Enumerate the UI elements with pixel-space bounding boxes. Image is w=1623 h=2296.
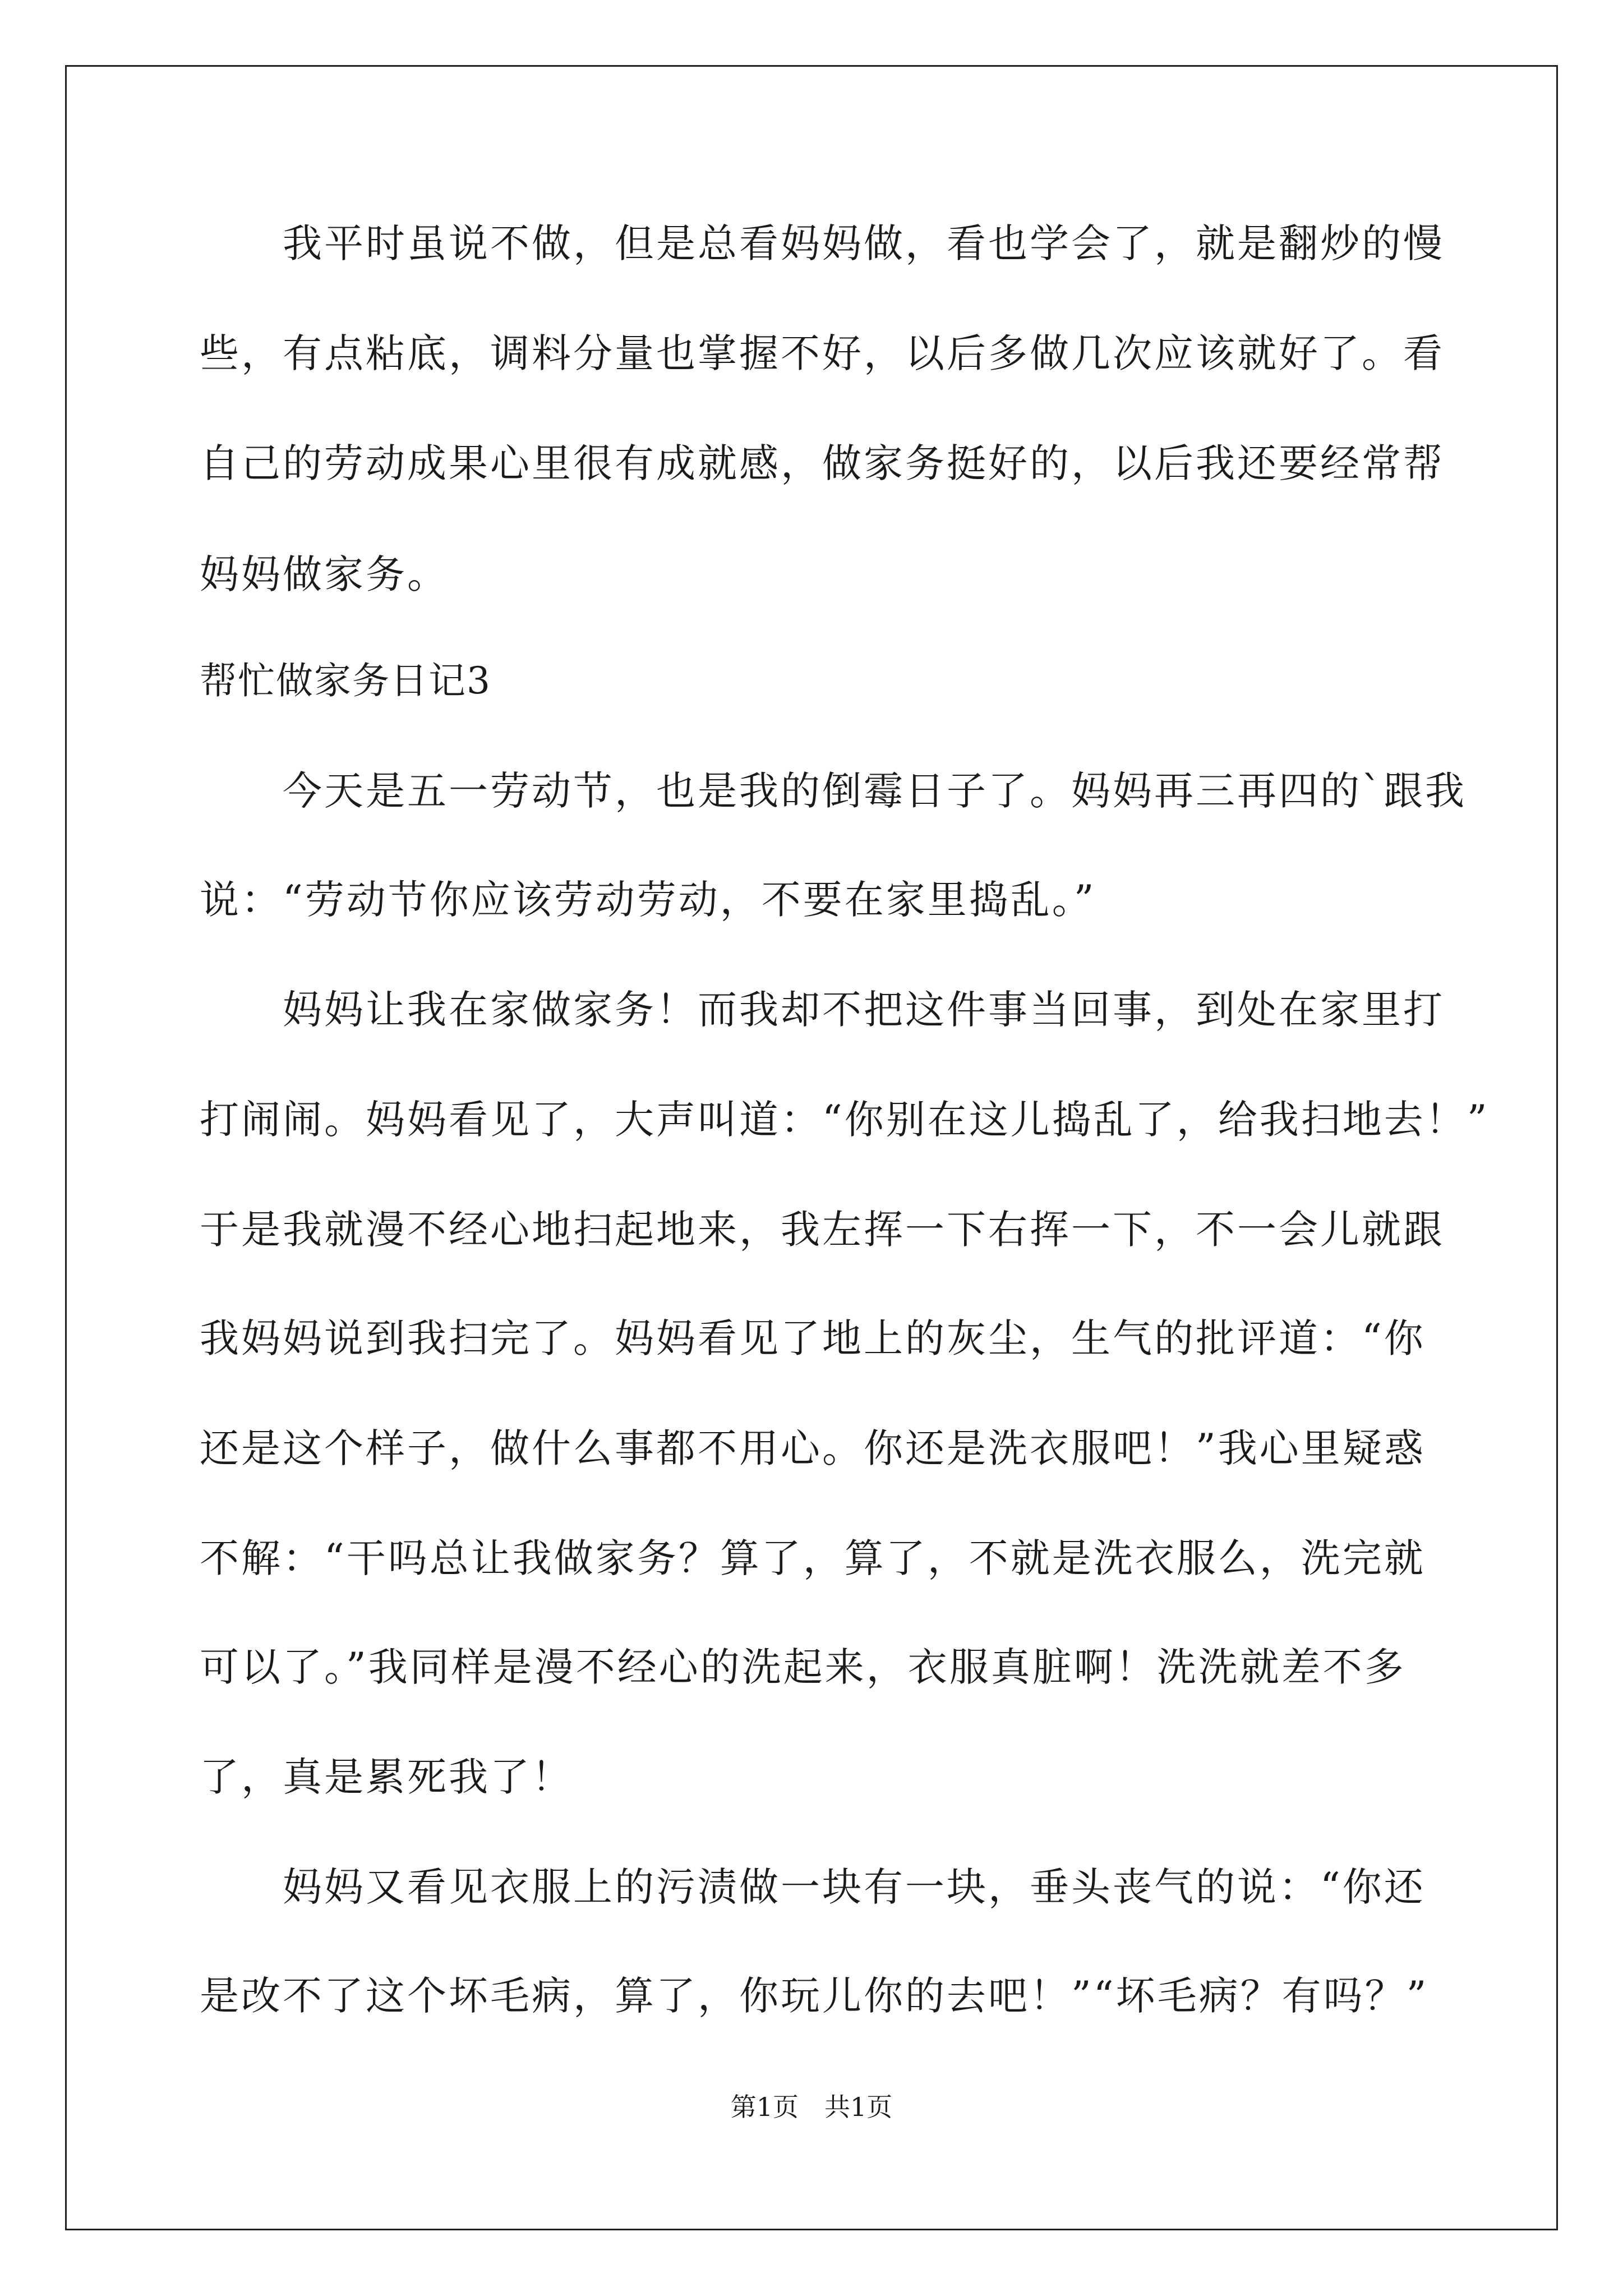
paragraph-line: 说：“劳动节你应该劳动劳动，不要在家里捣乱。”	[200, 877, 1096, 923]
paragraph-line: 我平时虽说不做，但是总看妈妈做，看也学会了，就是翻炒的慢	[283, 220, 1445, 266]
paragraph-line: 于是我就漫不经心地扫起地来，我左挥一下右挥一下，不一会儿就跟	[200, 1207, 1445, 1253]
paragraph-line: 些，有点粘底，调料分量也掌握不好，以后多做几次应该就好了。看	[200, 330, 1445, 376]
paragraph-line: 不解：“干吗总让我做家务？算了，算了，不就是洗衣服么，洗完就	[200, 1535, 1426, 1581]
paragraph-line: 今天是五一劳动节，也是我的倒霉日子了。妈妈再三再四的`跟我	[283, 768, 1467, 814]
paragraph-line: 可以了。”我同样是漫不经心的洗起来，衣服真脏啊！洗洗就差不多	[200, 1644, 1406, 1690]
paragraph-line: 妈妈做家务。	[200, 551, 449, 597]
section-heading: 帮忙做家务日记3	[200, 659, 491, 702]
paragraph-line: 了，真是累死我了！	[200, 1754, 573, 1800]
paragraph-line: 打闹闹。妈妈看见了，大声叫道：“你别在这儿捣乱了，给我扫地去！”	[200, 1097, 1490, 1143]
paragraph-line: 妈妈又看见衣服上的污渍做一块有一块，垂头丧气的说：“你还	[283, 1864, 1426, 1910]
paragraph-line: 我妈妈说到我扫完了。妈妈看见了地上的灰尘，生气的批评道：“你	[200, 1315, 1426, 1361]
page-footer: 第1页 共1页	[730, 2092, 893, 2122]
paragraph-line: 自己的劳动成果心里很有成就感，做家务挺好的，以后我还要经常帮	[200, 440, 1445, 486]
paragraph-line: 还是这个样子，做什么事都不用心。你还是洗衣服吧！”我心里疑惑	[200, 1425, 1426, 1471]
paragraph-line: 是改不了这个坏毛病，算了，你玩儿你的去吧！”“坏毛病？有吗？”	[200, 1973, 1429, 2019]
paragraph-line: 妈妈让我在家做家务！而我却不把这件事当回事，到处在家里打	[283, 987, 1445, 1033]
